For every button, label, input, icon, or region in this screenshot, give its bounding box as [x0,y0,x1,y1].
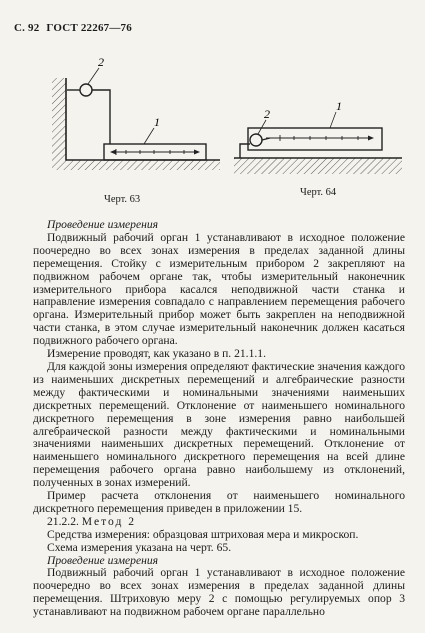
figure-63-caption: Черт. 63 [104,194,141,205]
paragraph-1: Подвижный рабочий орган 1 устанавливают в исходное положение поочередно во всех зонах измерения в пределах заданной длины перемещения. Стойку с измерительным прибором 2 закрепляют на подвижном рабочем органе так, чтобы измерительный наконечник измерительного прибора касался неподвижной части станка и направление измерения совпадало с направлением перемещения рабочего органа. Измерительный прибор может быть закреплен на неподвижной части станка, в этом случае измерительный наконечник должен касаться подвижного рабочего органа. [33,230,405,348]
paragraph-2: Измерение проводят, как указано в п. 21.1.1. [47,347,266,361]
figure-64-label-2: 2 [264,107,270,121]
heading-measurement: Проведение измерения [47,218,159,231]
paragraph-6: Схема измерения указана на черт. 65. [47,540,232,554]
figure-63-drawing [44,48,224,188]
figure-64-caption: Черт. 64 [300,187,337,198]
figure-63 [44,48,224,188]
figure-63-label-2: 2 [98,55,104,69]
paragraph-3: Для каждой зоны измерения определяют фактические значения каждого из наименьших дискретных перемещений и алгебраические разности между фактическими и номинальными значениями наименьших дискретных перемещений. Отклонение от наименьшего номинального дискретного перемещения в зоне измерения равно наибольшей алгебраической разности между фактическими и номинальными значениями наименьших дискретных перемещений. Отклонение от наименьшего номинального дискретного перемещения на всей длине перемещения рабочего органа равно наибольшему из отклонений, полученных в зонах измерений. [33,359,406,490]
figure-64-label-1: 1 [336,99,342,113]
page-header [14,22,132,34]
section-title: Метод 2 [81,514,137,528]
paragraph-5: Средства измерения: образцовая штриховая мера и микроскоп. [47,527,359,541]
heading-measurement-2: Проведение измерения [47,553,159,567]
figure-64-drawing [234,88,404,188]
body-text [33,219,405,619]
paragraph-4: Пример расчета отклонения от наименьшего номинального дискретного перемещения приведен в приложении 15. [33,489,405,515]
paragraph-7: Подвижный рабочий орган 1 устанавливают в исходное положение поочередно во всех зонах измерения в пределах заданной длины перемещения. Штриховую меру 2 с помощью регулируемых опор 3 устанавливают на подвижном рабочем органе параллельно [33,566,405,619]
section-number: 21.2.2. [47,514,79,528]
page-number: С. 92 [14,22,40,34]
standard-code: ГОСТ 22267—76 [46,22,132,34]
section-heading [33,516,405,529]
figure-64 [234,88,404,188]
figure-63-label-1: 1 [154,115,160,129]
